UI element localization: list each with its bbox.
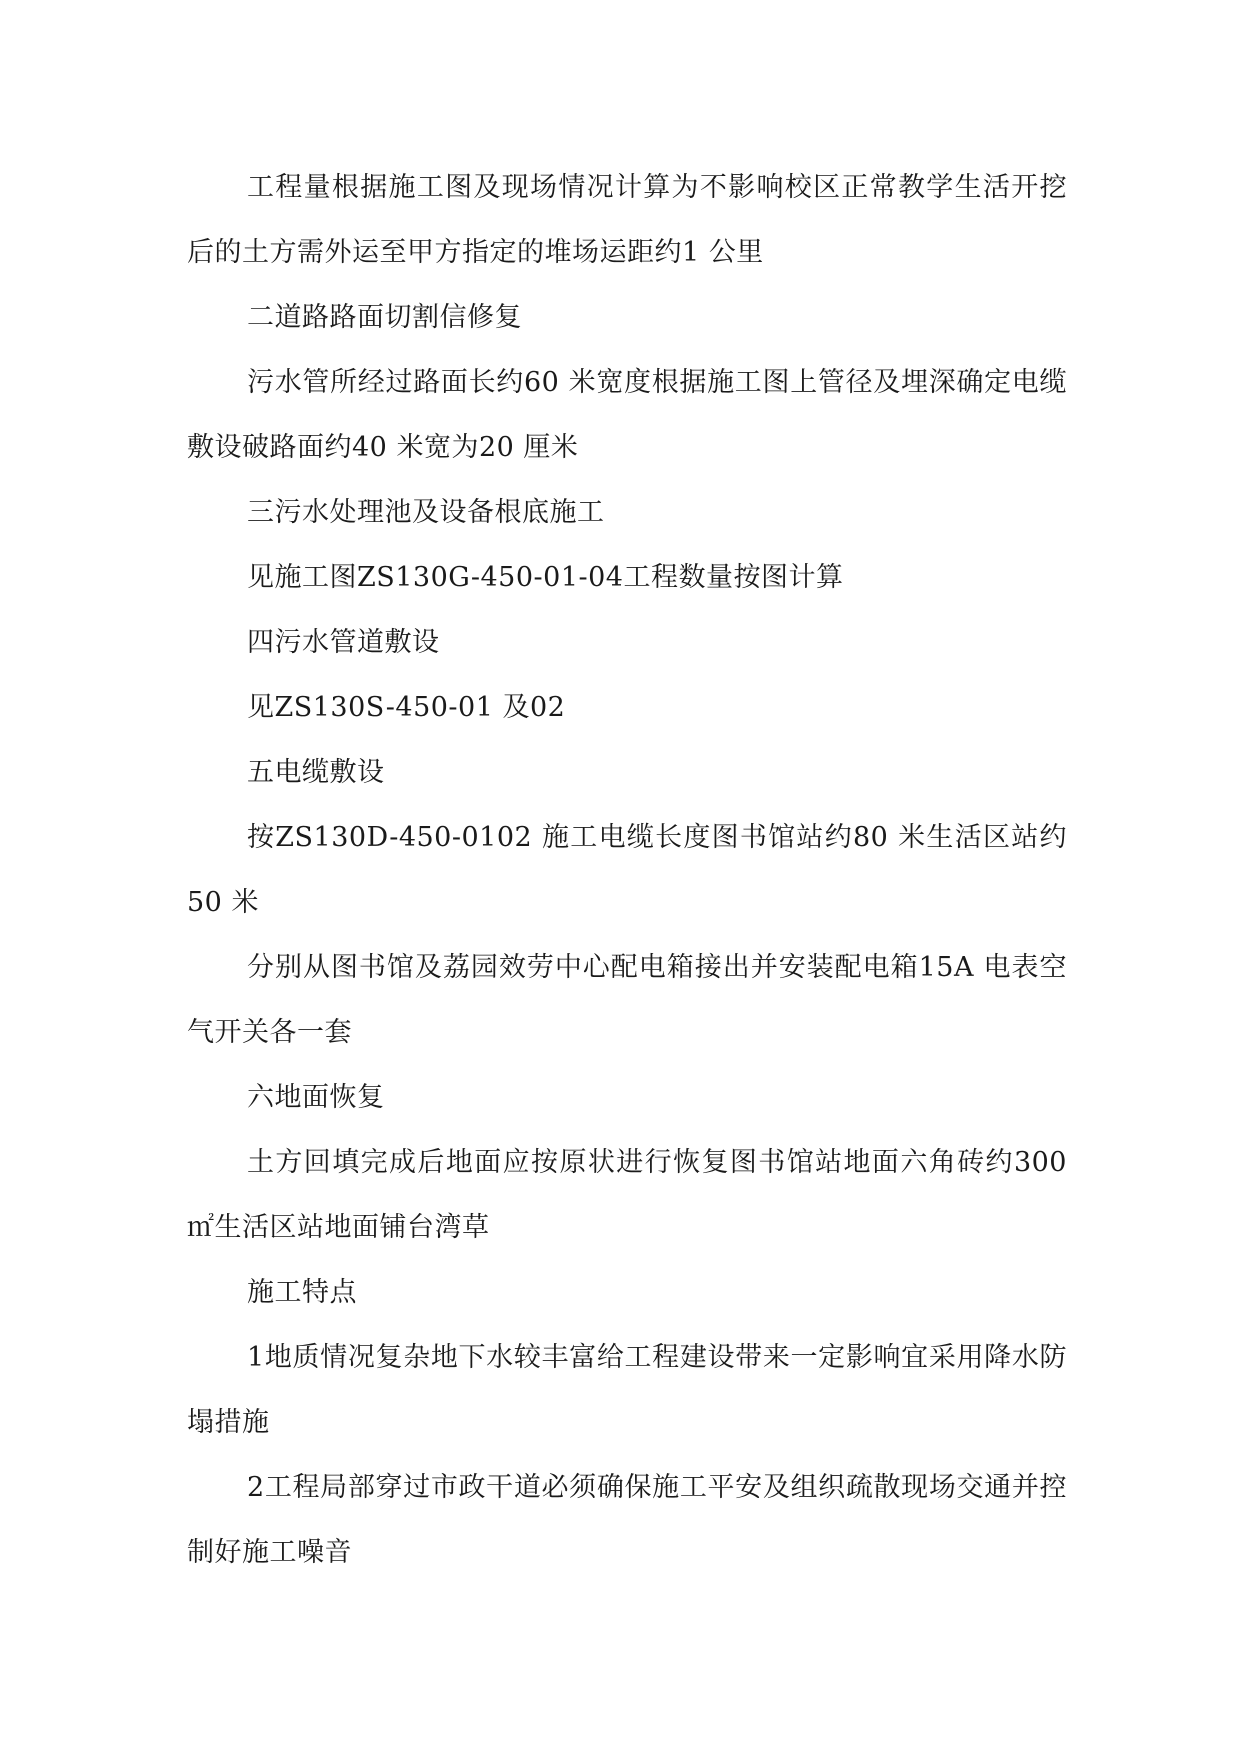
heading-ground-restoration: 六地面恢复	[247, 1082, 385, 1113]
heading-road-repair: 二道路路面切割信修复	[247, 302, 522, 333]
paragraph-treatment-drawing: 见施工图ZS130G-450-01-04工程数量按图计算	[247, 562, 844, 593]
paragraph-sewer-drawing: 见ZS130S-450-01 及02	[247, 692, 566, 723]
paragraph-earthwork: 工程量根据施工图及现场情况计算为不影响校区正常教学生活开挖后的土方需外运至甲方指定的堆场运距约1 公里	[187, 172, 1067, 268]
paragraph-feature-traffic: 2工程局部穿过市政干道必须确保施工平安及组织疏散现场交通并控制好施工噪音	[187, 1472, 1067, 1568]
heading-sewer-laying: 四污水管道敷设	[247, 627, 440, 658]
paragraph-feature-geology: 1地质情况复杂地下水较丰富给工程建设带来一定影响宜采用降水防塌措施	[187, 1342, 1067, 1438]
heading-treatment-tank: 三污水处理池及设备根底施工	[247, 497, 605, 528]
paragraph-cable-length: 按ZS130D-450-0102 施工电缆长度图书馆站约80 米生活区站约50 米	[187, 822, 1067, 918]
heading-cable-laying: 五电缆敷设	[247, 757, 385, 788]
paragraph-road-length: 污水管所经过路面长约60 米宽度根据施工图上管径及埋深确定电缆敷设破路面约40 米宽为20 厘米	[187, 367, 1067, 463]
paragraph-distribution-box: 分别从图书馆及荔园效劳中心配电箱接出并安装配电箱15A 电表空气开关各一套	[187, 952, 1067, 1048]
document-body	[187, 155, 1067, 1585]
heading-construction-features: 施工特点	[247, 1277, 357, 1308]
paragraph-ground-restoration: 土方回填完成后地面应按原状进行恢复图书馆站地面六角砖约300㎡生活区站地面铺台湾草	[187, 1147, 1067, 1243]
